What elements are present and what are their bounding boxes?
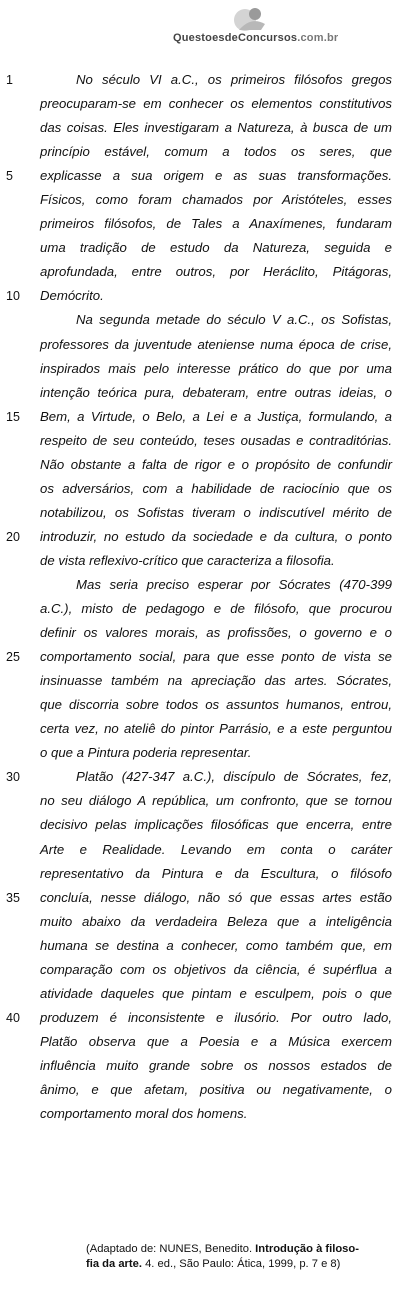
text-line [40, 549, 392, 573]
text-line [40, 862, 392, 886]
line-text: respeito de seu conteúdo, teses ousadas e contraditórias. [40, 432, 392, 448]
logo-figure-icon [231, 6, 271, 32]
line-text: Na segunda metade do século V a.C., os Sofistas, [76, 312, 392, 328]
text-line [40, 188, 392, 212]
text-line [40, 813, 392, 837]
text-line [40, 212, 392, 236]
line-text: que discorria sobre todos os assuntos humanos, entrou, [40, 697, 392, 713]
text-line [40, 1078, 392, 1102]
text-line [6, 1006, 392, 1030]
line-text: notabilizou, os Sofistas tiveram o indiscutível mérito de [40, 504, 392, 520]
text-line [40, 669, 392, 693]
line-text: comportamento social, para que esse ponto de vista se [40, 649, 392, 665]
text-line [40, 260, 392, 284]
line-text: Demócrito. [40, 288, 104, 304]
line-text: comparação com os objetivos da ciência, é supérflua a [40, 961, 392, 977]
text-line [40, 573, 392, 597]
line-text: das coisas. Eles investigaram a Natureza, à busca de um [40, 120, 392, 136]
line-text: produzem é inconsistente e ilusório. Por outro lado, [40, 1009, 392, 1025]
article-body [6, 68, 392, 1126]
text-line [40, 333, 392, 357]
text-line [40, 934, 392, 958]
line-text: humana se destina a conhecer, como também que, em [40, 937, 392, 953]
line-text: uma tradição de estudo da Natureza, seguida e [40, 240, 392, 256]
line-text: Bem, a Virtude, o Belo, a Lei e a Justiça, formulando, a [40, 408, 392, 424]
text-line [40, 429, 392, 453]
text-line [40, 982, 392, 1006]
text-line [40, 116, 392, 140]
text-line [6, 68, 392, 92]
line-text: Arte e Realidade. Levando em conta o caráter [40, 841, 392, 857]
line-text: preocuparam-se em conhecer os elementos constitutivos [40, 96, 392, 112]
line-text: introduzir, no estudo da sociedade e da cultura, o ponto [40, 528, 392, 544]
text-line [40, 501, 392, 525]
line-text: Platão (427-347 a.C.), discípulo de Sócrates, fez, [76, 769, 392, 785]
page-header [0, 0, 405, 52]
text-line [40, 693, 392, 717]
text-line [6, 164, 392, 188]
line-number: 25 [6, 650, 20, 665]
text-line [6, 645, 392, 669]
text-line [6, 525, 392, 549]
line-text: muito abaixo da verdadeira Beleza que a inteligência [40, 913, 392, 929]
line-text: ânimo, e que afetam, positiva ou negativamente, o [40, 1081, 392, 1097]
text-line [40, 717, 392, 741]
line-text: insinuasse também na apreciação das artes. Sócrates, [40, 673, 392, 689]
line-text: certa vez, no ateliê do pintor Parrásio, e a este perguntou [40, 721, 392, 737]
line-number: 10 [6, 289, 20, 304]
text-line [40, 453, 392, 477]
line-number: 40 [6, 1010, 20, 1025]
line-number: 30 [6, 770, 20, 785]
line-text: primeiros filósofos, de Tales a Anaxímenes, fundaram [40, 216, 392, 232]
text-line [40, 357, 392, 381]
text-line [40, 838, 392, 862]
line-text: os adversários, com a habilidade de raciocínio que os [40, 480, 392, 496]
text-line [40, 597, 392, 621]
line-text: a.C.), misto de pedagogo e de filósofo, que procurou [40, 601, 392, 617]
text-line [40, 236, 392, 260]
line-text: Não obstante a falta de rigor e o propósito de confundir [40, 456, 392, 472]
text-line [40, 910, 392, 934]
line-number: 1 [6, 73, 13, 87]
site-logo[interactable] [173, 6, 393, 48]
text-line [6, 765, 392, 789]
text-line [40, 308, 392, 332]
text-line [40, 958, 392, 982]
text-line [40, 741, 392, 765]
line-text: representativo da Pintura e da Escultura, o filósofo [40, 865, 392, 881]
text-line [6, 886, 392, 910]
line-text: aprofundada, entre outros, por Heráclito, Pitágoras, [40, 264, 392, 280]
line-text: intenção teórica pura, debateram, entre outras ideias, o [40, 384, 392, 400]
line-text: concluía, nesse diálogo, não só que essas artes estão [40, 889, 392, 905]
line-number: 35 [6, 890, 20, 905]
text-line [40, 1102, 392, 1126]
text-line [40, 381, 392, 405]
line-text: explicasse a sua origem e as suas transformações. [40, 168, 392, 184]
line-text: princípio estável, comum a todos os seres, que [40, 144, 392, 160]
line-text: no seu diálogo A república, um confronto, que se tornou [40, 793, 392, 809]
line-text: decisivo pelas implicações filosóficas que encerra, entre [40, 817, 392, 833]
line-text: Físicos, como foram chamados por Aristóteles, esses [40, 192, 392, 208]
text-line [40, 140, 392, 164]
text-line [40, 92, 392, 116]
source-citation: (Adaptado de: NUNES, Benedito. Introdução à filoso- fia da arte. 4. ed., São Paulo: Ática, 1999, p. 7 e 8) [86, 1243, 359, 1270]
line-text: o que a Pintura poderia representar. [40, 745, 252, 761]
line-text: comportamento moral dos homens. [40, 1106, 248, 1122]
line-text: Platão observa que a Poesia e a Música exercem [40, 1033, 392, 1049]
text-line [40, 1054, 392, 1078]
line-text: influência muito grande sobre os nossos estados de [40, 1057, 392, 1073]
line-number: 5 [6, 169, 13, 184]
logo-text: QuestoesdeConcursos.com.br [173, 32, 339, 44]
line-text: definir os valores morais, as profissões, o governo e o [40, 625, 392, 641]
text-line [40, 477, 392, 501]
line-text: atividade daqueles que pintam e esculpem, pois o que [40, 985, 392, 1001]
line-text: No século VI a.C., os primeiros filósofos gregos [76, 72, 392, 87]
line-number: 20 [6, 529, 20, 544]
text-line [6, 284, 392, 308]
line-number: 15 [6, 409, 20, 424]
line-text: de vista reflexivo-crítico que caracteriza a filosofia. [40, 552, 335, 568]
line-text: Mas seria preciso esperar por Sócrates (470-399 [76, 576, 392, 592]
text-line [40, 621, 392, 645]
text-line [6, 405, 392, 429]
line-text: professores da juventude ateniense numa época de crise, [40, 336, 392, 352]
text-line [40, 1030, 392, 1054]
line-text: inspirados mais pelo interesse prático do que por uma [40, 360, 392, 376]
text-line [40, 789, 392, 813]
